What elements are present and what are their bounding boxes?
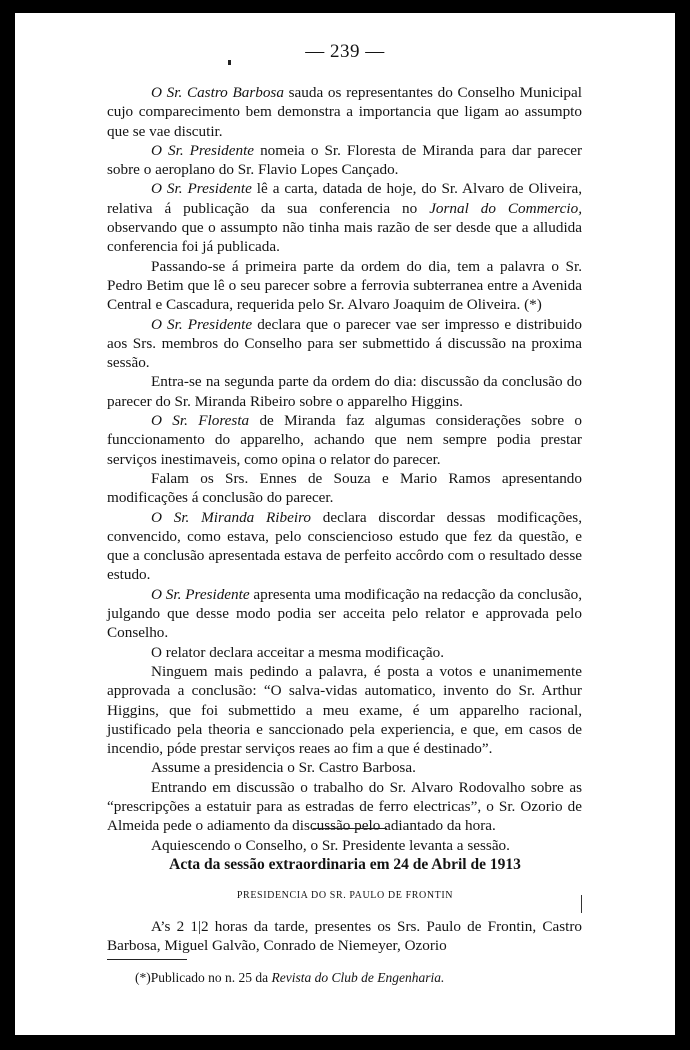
paragraph: Entra-se na segunda parte da ordem do dia: discussão da conclusão do parecer do Sr. Miranda Ribeiro sobre o apparelho Higgins.	[107, 373, 582, 410]
paragraph: O Sr. Presidente lê a carta, datada de hoje, do Sr. Alvaro de Oliveira, relativa á publicação da sua conferencia no Jornal do Commercio, observando que o assumpto não tinha mais razão de ser desde que a alludida conferencia foi já publicada.	[107, 180, 582, 256]
footnote-divider	[107, 959, 187, 960]
footnote-journal: Revista do Club de Engenharia.	[271, 970, 445, 985]
paragraph: Ninguem mais pedindo a palavra, é posta a votos e unanimemente approvada a conclusão: “O salva-vidas automatico, invento do Sr. Arthur Higgins, que foi submettido a meu exame, é um apparelho racional, justificado pela theoria e sanccionado pela experiencia, e que, em casos de incendio, póde prestar serviços reaes ao fim a que é destinado”.	[107, 662, 582, 758]
acta-body	[107, 917, 582, 956]
paragraph: O Sr. Presidente apresenta uma modificação na redacção da conclusão, julgando que desse modo podia ser acceita pelo relator e approvada pelo Conselho.	[107, 585, 583, 642]
paragraph: Aquiescendo o Conselho, o Sr. Presidente levanta a sessão.	[151, 836, 510, 854]
paragraph: O Sr. Miranda Ribeiro declara discordar dessas modificações, convencido, como estava, pelo consciencioso estudo que fez da questão, e que a conclusão apresentada estava de perfeito accôrdo com o resultado desse estudo.	[107, 508, 582, 584]
paragraph: Falam os Srs. Ennes de Souza e Mario Ramos apresentando modificações á conclusão do parecer.	[107, 469, 582, 507]
section-divider	[313, 828, 387, 829]
speaker: O Sr. Castro Barbosa	[151, 84, 284, 101]
margin-mark	[581, 895, 582, 913]
paragraph: Passando-se á primeira parte da ordem do dia, tem a palavra o Sr. Pedro Betim que lê o seu parecer sobre a ferrovia subterranea entre a Avenida Central e Cascadura, requerida pelo Sr. Alvaro Joaquim de Oliveira. (*)	[107, 257, 582, 314]
speaker: O Sr. Miranda Ribeiro	[151, 508, 312, 526]
speaker: O Sr. Presidente	[151, 141, 255, 159]
speaker: O Sr. Floresta	[151, 412, 250, 430]
ink-speck	[228, 60, 231, 65]
section-title: Acta da sessão extraordinaria em 24 de Abril de 1913	[169, 856, 521, 873]
paragraph: O Sr. Presidente declara que o parecer vae ser impresso e distribuido aos Srs. membros do Conselho para ser submettido á discussão na proxima sessão.	[107, 315, 582, 372]
paragraph: A’s 2 1|2 horas da tarde, presentes os Srs. Paulo de Frontin, Castro Barbosa, Miguel Galvão, Conrado de Niemeyer, Ozorio	[107, 918, 582, 955]
speaker: O Sr. Presidente	[151, 585, 250, 603]
presidency-subtitle: PRESIDENCIA DO SR. PAULO DE FRONTIN	[236, 890, 454, 901]
paragraph: O Sr. Castro Barbosa sauda os representantes do Conselho Municipal cujo comparecimento bem demonstra a importancia que ligam ao assumpto que se vae discutir.	[107, 84, 582, 140]
paragraph: O Sr. Presidente nomeia o Sr. Floresta de Miranda para dar parecer sobre o aeroplano do Sr. Flavio Lopes Cançado.	[107, 141, 583, 179]
speaker: O Sr. Presidente	[151, 315, 253, 333]
paragraph: O Sr. Floresta de Miranda faz algumas considerações sobre o funccionamento do apparelho, achando que nem sempre podia prestar serviços inestimaveis, como opina o relator do parecer.	[107, 412, 582, 468]
speaker: O Sr. Presidente	[151, 180, 252, 198]
footnote: (*)Publicado no n. 25 da Revista do Club de Engenharia.	[135, 970, 445, 985]
paragraph: Assume a presidencia o Sr. Castro Barbosa.	[151, 759, 416, 777]
document-page	[15, 13, 675, 1035]
paragraph: Entrando em discussão o trabalho do Sr. Alvaro Rodovalho sobre as “prescripções a estatuir para as estradas de ferro electricas”, o Sr. Ozorio de Almeida pede o adiamento da discussão pelo adiantado da hora.	[107, 778, 582, 835]
minutes-body	[107, 83, 582, 855]
paragraph: O relator declara acceitar a mesma modificação.	[151, 643, 445, 661]
page-number: — 239 —	[305, 41, 385, 62]
journal-title: Jornal do Commercio,	[429, 199, 582, 217]
